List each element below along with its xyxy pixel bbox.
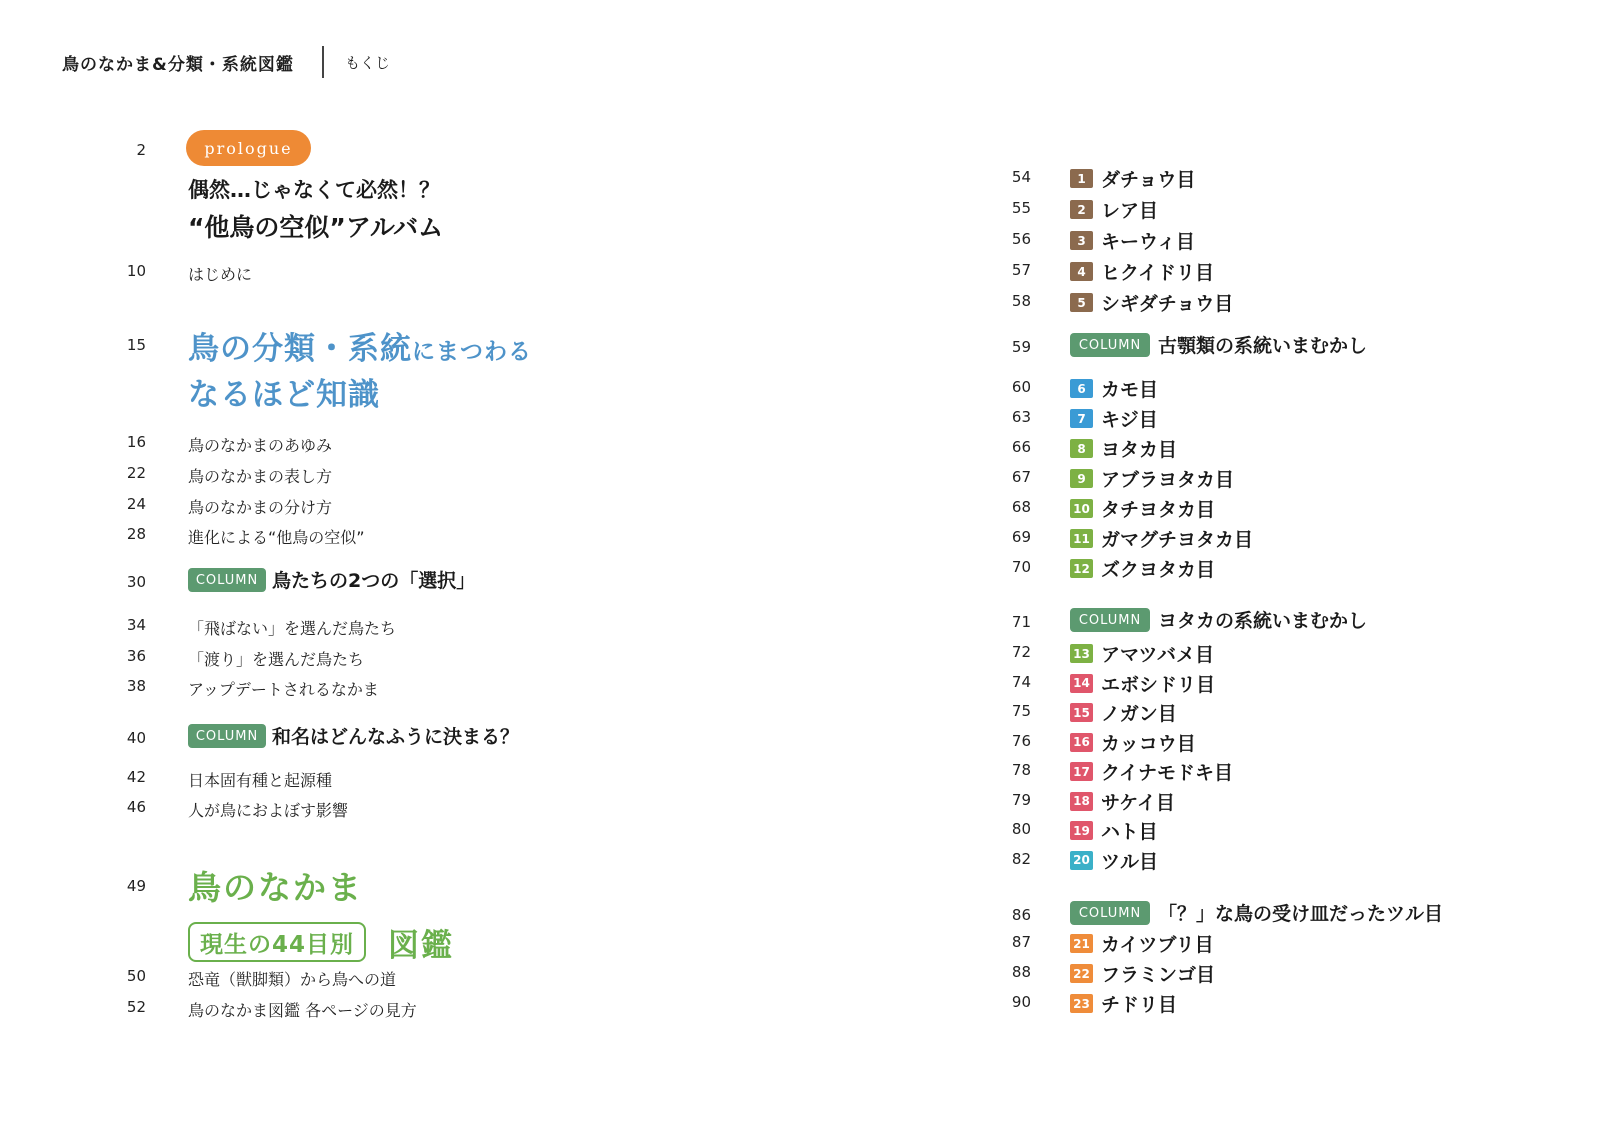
- order-entry: [1070, 758, 1233, 785]
- column-badge: COLUMN: [188, 724, 266, 748]
- order-entry: [1070, 405, 1158, 432]
- toc-page-number: 2: [136, 141, 146, 159]
- toc-page-number: 22: [126, 464, 146, 482]
- column-title: 鳥たちの2つの「選択」: [272, 570, 476, 592]
- toc-page-number: 57: [1011, 261, 1031, 279]
- toc-entry: 鳥のなかまの分け方: [188, 498, 333, 517]
- order-entry: [1070, 960, 1215, 987]
- order-number-badge: 21: [1070, 934, 1093, 953]
- toc-page-number: 28: [126, 525, 146, 543]
- toc-page-number: 82: [1011, 849, 1031, 868]
- order-number-badge: 5: [1070, 293, 1093, 312]
- toc-page-number: 70: [1011, 558, 1031, 576]
- order-entry: [1070, 165, 1195, 192]
- order-entry: [1070, 640, 1214, 667]
- toc-page-number: 76: [1011, 731, 1031, 750]
- toc-page-number: 63: [1011, 408, 1031, 426]
- toc-entry: アップデートされるなかま: [188, 680, 379, 699]
- section-name: もくじ: [345, 54, 391, 72]
- toc-page-number: 59: [1011, 338, 1031, 356]
- toc-page-number: 30: [126, 573, 146, 591]
- toc-page-number: 88: [1011, 963, 1031, 981]
- order-name: キジ目: [1101, 409, 1158, 431]
- order-number-badge: 6: [1070, 379, 1093, 398]
- order-number-badge: 17: [1070, 762, 1093, 781]
- order-name: チドリ目: [1101, 994, 1178, 1016]
- toc-entry: 鳥のなかま図鑑 各ページの見方: [188, 1001, 417, 1020]
- order-name: ダチョウ目: [1101, 169, 1196, 191]
- order-name: アマツバメ目: [1101, 644, 1215, 666]
- order-entry: [1070, 196, 1158, 223]
- toc-page-number: 52: [126, 998, 146, 1016]
- toc-entry: 鳥のなかまの表し方: [188, 467, 333, 486]
- order-number-badge: 3: [1070, 231, 1093, 250]
- toc-page-number: 69: [1011, 528, 1031, 546]
- order-name: ヒクイドリ目: [1101, 262, 1215, 284]
- header-divider: [322, 46, 324, 78]
- toc-entry: 「渡り」を選んだ鳥たち: [188, 650, 365, 669]
- toc-entry: 進化による“他鳥の空似”: [188, 528, 365, 547]
- toc-entry: 日本固有種と起源種: [188, 771, 333, 790]
- column-badge: COLUMN: [1070, 608, 1150, 632]
- toc-page-number: 80: [1011, 820, 1031, 838]
- toc-page-number: 75: [1011, 702, 1031, 720]
- toc-entry: 恐竜（獣脚類）から鳥への道: [188, 970, 397, 989]
- order-number-badge: 15: [1070, 703, 1093, 722]
- order-entry: [1070, 555, 1215, 582]
- book-title: 鳥のなかま&分類・系統図鑑: [62, 55, 294, 75]
- order-entry: [1070, 435, 1177, 462]
- order-name: ズクヨタカ目: [1101, 559, 1216, 581]
- order-name: シギダチョウ目: [1101, 293, 1234, 315]
- order-number-badge: 7: [1070, 409, 1093, 428]
- order-number-badge: 18: [1070, 792, 1093, 811]
- order-name: エボシドリ目: [1101, 673, 1216, 696]
- toc-page-number: 74: [1011, 672, 1031, 691]
- toc-page-number: 60: [1011, 378, 1031, 396]
- toc-entry-intro: はじめに: [188, 265, 253, 284]
- order-name: カッコウ目: [1101, 732, 1196, 755]
- order-entry: [1070, 788, 1175, 815]
- toc-page-number: 71: [1011, 613, 1031, 631]
- toc-page-number: 46: [126, 798, 146, 816]
- order-name: ノガン目: [1101, 703, 1177, 725]
- section-title-encyclopedia-2: 図鑑: [388, 928, 454, 964]
- toc-entry: 鳥のなかまのあゆみ: [188, 436, 333, 455]
- prologue-title-line2: “他鳥の空似”アルバム: [188, 213, 444, 242]
- toc-page-number: 90: [1011, 993, 1031, 1011]
- toc-page-number: 49: [126, 877, 146, 895]
- column-badge: COLUMN: [188, 568, 266, 592]
- section-title-box: 現生の44目別: [188, 922, 366, 962]
- order-number-badge: 23: [1070, 994, 1093, 1013]
- order-number-badge: 4: [1070, 262, 1093, 281]
- column-title: 古顎類の系統いまむかし: [1158, 335, 1368, 357]
- toc-page-number: 10: [126, 262, 146, 280]
- toc-page-number: 50: [126, 967, 146, 985]
- order-number-badge: 12: [1070, 559, 1093, 578]
- toc-page-number: 87: [1011, 933, 1031, 951]
- order-number-badge: 20: [1070, 851, 1093, 870]
- order-number-badge: 22: [1070, 964, 1093, 983]
- toc-page-number: 34: [126, 616, 146, 634]
- section-title-encyclopedia: 鳥のなかま: [188, 868, 363, 907]
- toc-page-number: 38: [126, 677, 146, 695]
- order-entry: [1070, 227, 1195, 254]
- section-title-knowledge: [188, 323, 532, 368]
- toc-page-number: 79: [1011, 790, 1031, 809]
- order-entry: [1070, 670, 1215, 697]
- column-badge: COLUMN: [1070, 901, 1150, 925]
- column-title: ヨタカの系統いまむかし: [1158, 610, 1368, 632]
- toc-page-number: 67: [1011, 468, 1031, 486]
- order-number-badge: 10: [1070, 499, 1093, 518]
- order-number-badge: 8: [1070, 439, 1093, 458]
- order-entry: [1070, 729, 1196, 756]
- order-entry: [1070, 525, 1253, 552]
- column-badge: COLUMN: [1070, 333, 1150, 357]
- order-number-badge: 19: [1070, 821, 1093, 840]
- order-entry: [1070, 817, 1158, 844]
- order-number-badge: 14: [1070, 674, 1093, 693]
- order-name: サケイ目: [1101, 791, 1175, 814]
- order-name: タチヨタカ目: [1101, 499, 1216, 521]
- order-entry: [1070, 465, 1234, 492]
- toc-page-number: 40: [126, 729, 146, 747]
- section-title-part: 鳥の分類・系統: [188, 331, 412, 367]
- toc-page-number: 16: [126, 433, 146, 451]
- toc-page-number: 66: [1011, 438, 1031, 456]
- toc-page-number: 78: [1011, 761, 1031, 779]
- toc-entry: 人が鳥におよぼす影響: [188, 801, 349, 820]
- toc-page-number: 55: [1011, 199, 1031, 217]
- section-title-part: にまつわる: [412, 339, 532, 365]
- section-title-knowledge-line2: なるほど知識: [188, 377, 380, 413]
- toc-page-number: 58: [1011, 292, 1031, 310]
- order-entry: [1070, 289, 1233, 316]
- toc-page-number: 54: [1011, 168, 1031, 186]
- prologue-badge: prologue: [186, 130, 311, 166]
- order-entry: [1070, 258, 1214, 285]
- toc-page-number: 68: [1011, 498, 1031, 516]
- toc-entry: 「飛ばない」を選んだ鳥たち: [188, 619, 397, 638]
- order-entry: [1070, 930, 1214, 957]
- order-name: アブラヨタカ目: [1101, 469, 1235, 491]
- order-number-badge: 16: [1070, 733, 1093, 752]
- toc-page-number: 56: [1011, 230, 1031, 248]
- order-name: ツル目: [1101, 850, 1159, 873]
- order-entry: [1070, 495, 1215, 522]
- order-entry: [1070, 375, 1158, 402]
- order-entry: [1070, 990, 1177, 1017]
- order-name: ヨタカ目: [1101, 439, 1178, 461]
- order-name: ハト目: [1101, 821, 1158, 843]
- order-entry: [1070, 847, 1158, 874]
- order-name: カイツブリ目: [1101, 934, 1214, 956]
- order-number-badge: 11: [1070, 529, 1093, 548]
- column-title: 和名はどんなふうに決まる？: [272, 726, 520, 748]
- order-number-badge: 13: [1070, 644, 1093, 663]
- order-number-badge: 9: [1070, 469, 1093, 488]
- column-title: 「？」な鳥の受け皿だったツル目: [1158, 903, 1444, 925]
- toc-page-number: 15: [126, 336, 146, 354]
- order-name: キーウィ目: [1101, 231, 1195, 253]
- toc-page-number: 42: [126, 768, 146, 786]
- order-name: クイナモドキ目: [1101, 762, 1234, 784]
- order-name: レア目: [1101, 200, 1159, 222]
- toc-page-number: 86: [1011, 906, 1031, 924]
- order-entry: [1070, 699, 1177, 726]
- order-name: ガマグチヨタカ目: [1101, 529, 1254, 551]
- order-number-badge: 2: [1070, 200, 1093, 219]
- order-name: フラミンゴ目: [1101, 964, 1216, 986]
- order-number-badge: 1: [1070, 169, 1093, 188]
- prologue-title-line1: 偶然…じゃなくて必然！？: [188, 178, 440, 202]
- toc-page-number: 36: [126, 647, 146, 665]
- toc-page-number: 72: [1011, 643, 1031, 661]
- toc-page-number: 24: [126, 495, 146, 513]
- order-name: カモ目: [1101, 379, 1159, 401]
